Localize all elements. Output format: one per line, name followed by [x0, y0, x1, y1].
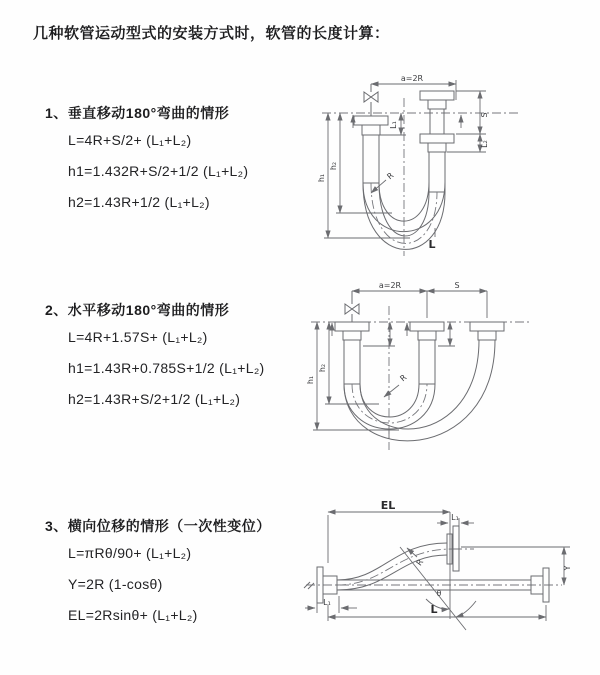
- span-label: a=2R: [400, 74, 424, 83]
- page-title: 几种软管运动型式的安装方式时，软管的长度计算：: [33, 25, 390, 42]
- case1-formula-h2: h2=1.43R+1/2 (L₁+L₂): [68, 194, 210, 210]
- centerlines: [322, 98, 518, 256]
- upper-flange-assembly: [447, 526, 459, 571]
- dimension-lines: [324, 80, 486, 238]
- case2-formula-h1: h1=1.43R+0.785S+1/2 (L₁+L₂): [68, 360, 265, 376]
- radius-label: R: [385, 170, 396, 182]
- effective-length-label: EL: [380, 499, 396, 512]
- valve-icon: [345, 291, 359, 322]
- case1-heading: 1、垂直移动180°弯曲的情形: [45, 105, 230, 121]
- angle-construction: [400, 512, 476, 630]
- case3-diagram: [298, 497, 594, 647]
- case1-block: [45, 103, 248, 216]
- travel-label: S: [480, 112, 489, 118]
- case2-formula-length: L=4R+1.57S+ (L₁+L₂): [68, 329, 208, 345]
- radius-label: R: [414, 557, 426, 568]
- end-left-label: L₁: [389, 121, 398, 129]
- case2-formula-h2: h2=1.43R+S/2+1/2 (L₁+L₂): [68, 391, 241, 407]
- end-right-label: L₂: [480, 140, 489, 148]
- end-left-label: L₁: [323, 598, 331, 607]
- dimension-labels: [323, 499, 572, 616]
- travel-label: S: [454, 281, 460, 290]
- h1-label: h₁: [306, 375, 315, 385]
- centerlines: [304, 549, 562, 589]
- case3-formula-y: Y=2R (1-cosθ): [68, 576, 163, 592]
- radius-label: R: [398, 372, 409, 384]
- case3-heading: 3、横向位移的情形（一次性变位）: [45, 518, 271, 534]
- dimension-labels: [317, 74, 489, 251]
- case3-block: [45, 516, 271, 629]
- length-label: L: [428, 238, 436, 251]
- middle-flange-assembly: [410, 322, 444, 384]
- angle-label: θ: [436, 589, 442, 598]
- case1-formula-length: L=4R+S/2+ (L₁+L₂): [68, 132, 192, 148]
- case1-diagram: [312, 70, 526, 266]
- length-label: L: [430, 603, 438, 616]
- case3-formula-el: EL=2Rsinθ+ (L₁+L₂): [68, 607, 198, 623]
- dimension-lines: [313, 291, 487, 439]
- case2-block: [45, 300, 265, 413]
- case3-formula-length: L=πRθ/90+ (L₁+L₂): [68, 545, 192, 561]
- right-flange-assembly: [470, 322, 504, 340]
- valve-icon: [364, 84, 378, 116]
- offset-label: Y: [563, 565, 572, 571]
- span-label: a=2R: [378, 281, 402, 290]
- h2-label: h₂: [329, 161, 338, 171]
- h2-label: h₂: [318, 363, 327, 373]
- case2-diagram: [303, 278, 537, 462]
- left-flange-assembly: [354, 116, 388, 183]
- h1-label: h₁: [317, 173, 326, 183]
- case1-formula-h1: h1=1.432R+S/2+1/2 (L₁+L₂): [68, 163, 249, 179]
- case2-heading: 2、水平移动180°弯曲的情形: [45, 302, 230, 318]
- left-flange-assembly: [335, 322, 369, 384]
- end-top-label: L₁: [451, 513, 459, 522]
- right-flange-assembly: [420, 91, 454, 192]
